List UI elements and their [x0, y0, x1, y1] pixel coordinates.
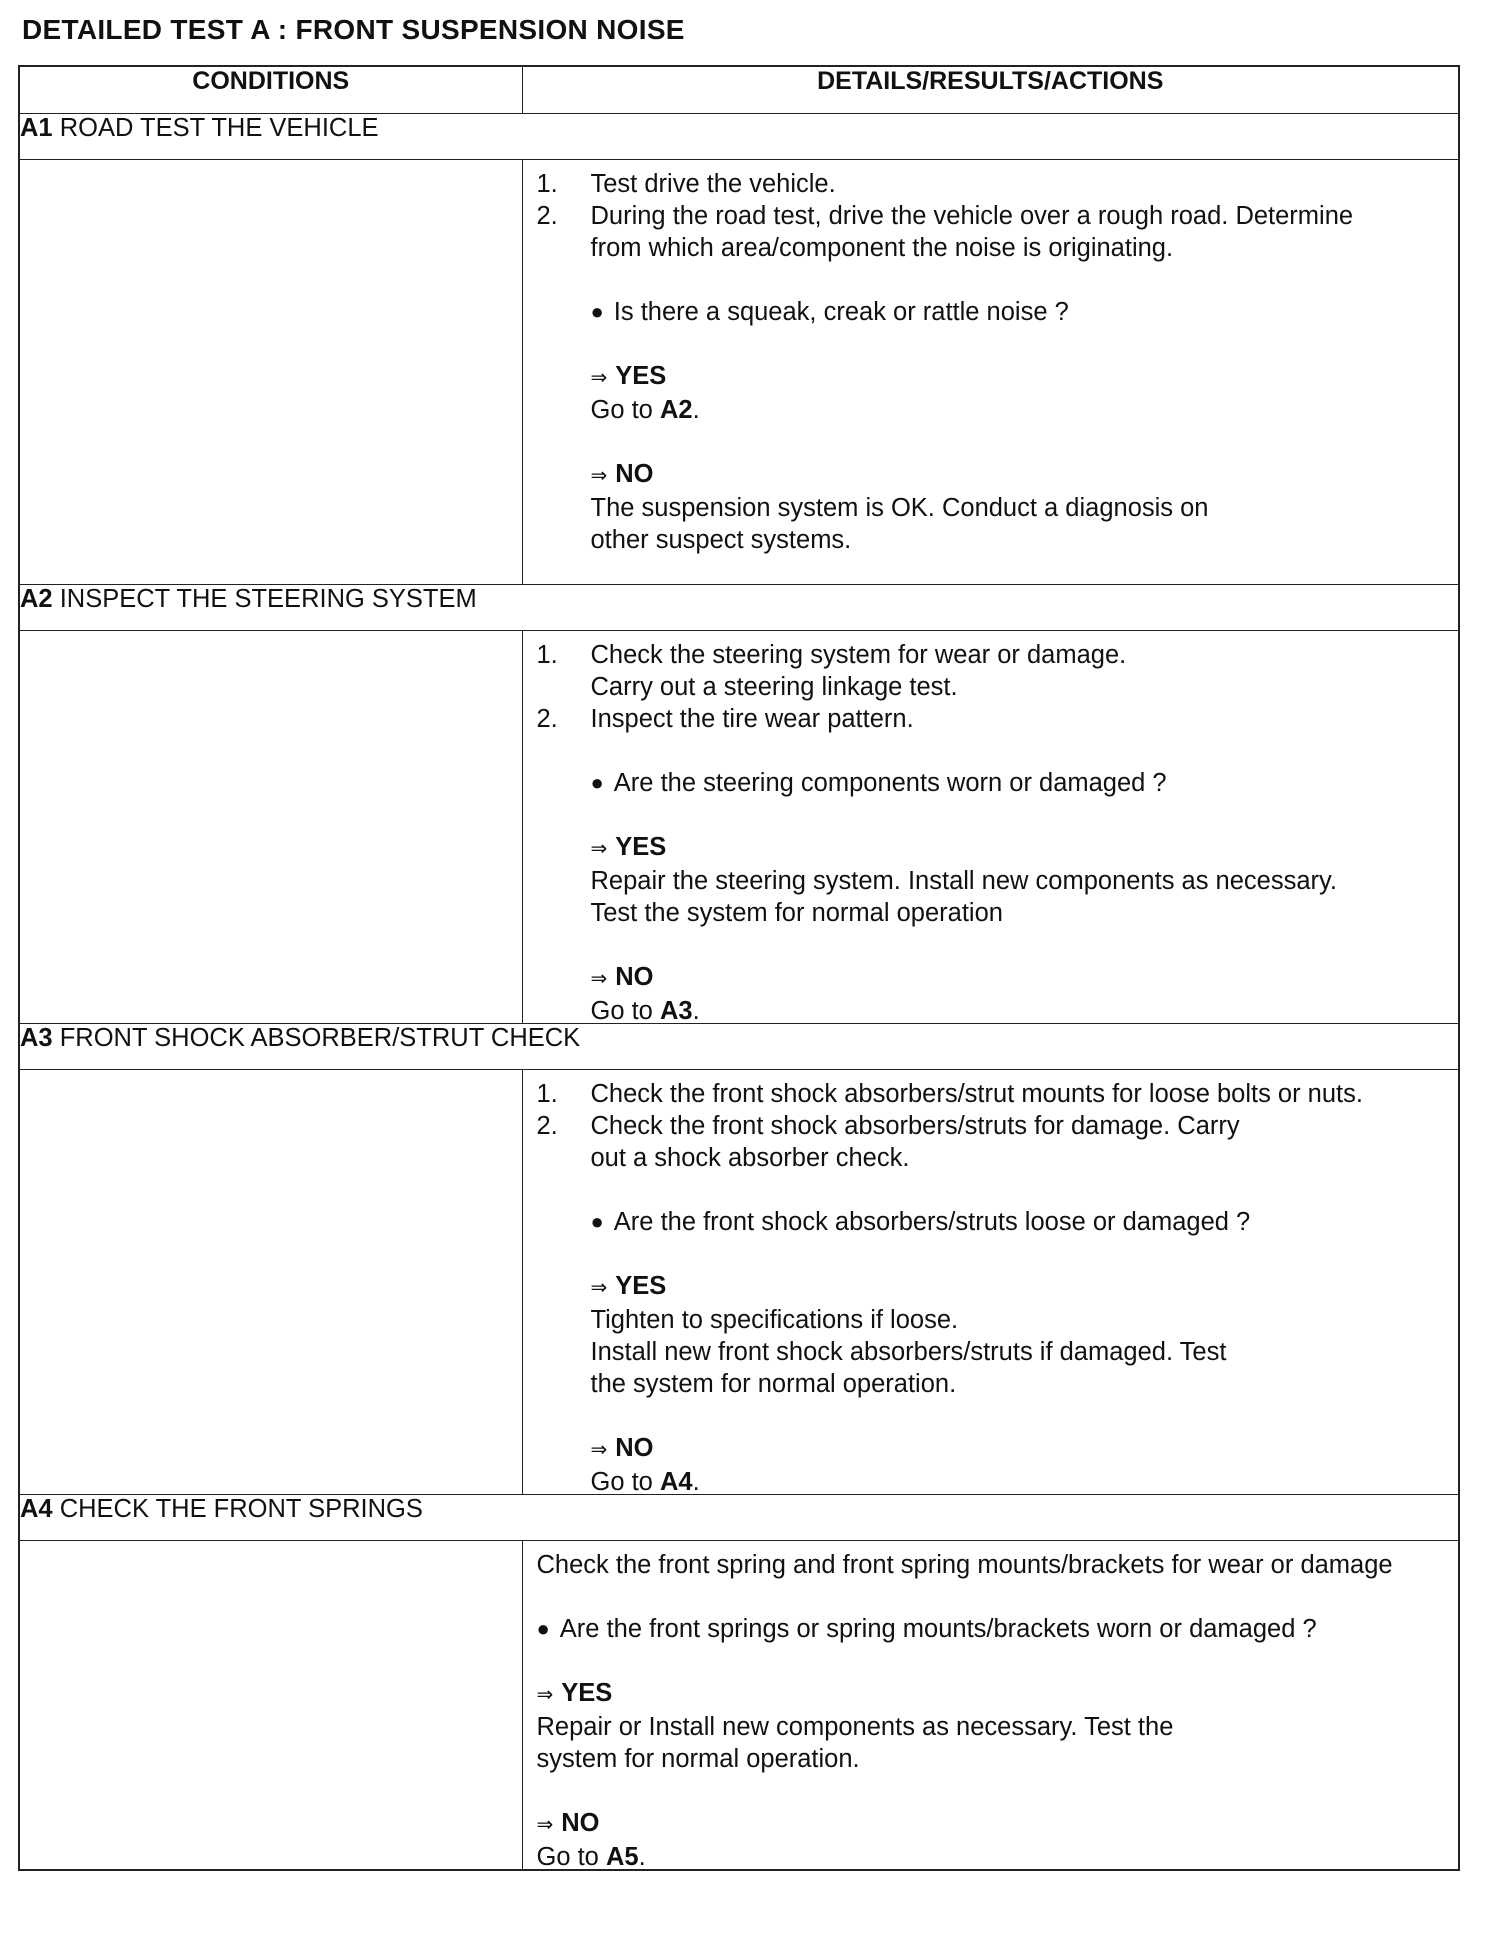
list-text: Carry out a steering linkage test.: [590, 673, 958, 701]
step-a3-header-row: [19, 1024, 1459, 1070]
no-branch: [537, 1807, 1445, 1873]
question: [537, 1613, 1445, 1645]
question: [537, 767, 1445, 799]
yes-label: YES: [561, 1679, 613, 1707]
step-a2-conditions-cell: [19, 631, 522, 1024]
yes-text: Repair or Install new components as necessary. Test the: [536, 1713, 1174, 1741]
page-title: DETAILED TEST A : FRONT SUSPENSION NOISE: [22, 14, 685, 45]
goto-suffix: .: [692, 396, 700, 424]
question-text: Are the steering components worn or damaged ?: [613, 769, 1167, 797]
yes-branch: [537, 1270, 1445, 1400]
arrow-icon: ⇒: [536, 1684, 554, 1706]
step-a4-header-row: [19, 1495, 1459, 1541]
list-item: [537, 1078, 1445, 1110]
step-a1-header-row: [19, 114, 1459, 160]
step-a2-header-row: [19, 585, 1459, 631]
step-code: A2: [20, 585, 53, 613]
step-a2-body-row: [19, 631, 1459, 1024]
step-a4-details-cell: [522, 1541, 1459, 1871]
no-label: NO: [615, 460, 654, 488]
list-text: During the road test, drive the vehicle over a rough road. Determine: [590, 202, 1354, 230]
bullet-icon: ●: [590, 299, 604, 324]
no-text: Go to: [590, 1468, 660, 1496]
goto-step-link[interactable]: A2: [659, 396, 693, 424]
step-a3-heading: [19, 1024, 1459, 1070]
list-text: Check the steering system for wear or damage.: [590, 641, 1127, 669]
list-item: [537, 200, 1445, 264]
diagnostic-table: [18, 65, 1460, 1871]
step-a3-body-row: [19, 1070, 1459, 1495]
step-a1-details-cell: [522, 160, 1459, 585]
step-a3-conditions-cell: [19, 1070, 522, 1495]
question-text: Is there a squeak, creak or rattle noise ?: [613, 298, 1069, 326]
step-code: A4: [20, 1495, 53, 1523]
goto-step-link[interactable]: A4: [659, 1468, 693, 1496]
arrow-icon: ⇒: [590, 1439, 608, 1461]
yes-text: Test the system for normal operation: [590, 899, 1003, 927]
question-text: Are the front shock absorbers/struts loose or damaged ?: [613, 1208, 1251, 1236]
no-label: NO: [561, 1809, 600, 1837]
list-text: Test drive the vehicle.: [590, 170, 836, 198]
header-row: [19, 66, 1459, 114]
step-a2-details-cell: [522, 631, 1459, 1024]
list-number: 1.: [536, 641, 558, 669]
list-number: 1.: [536, 170, 558, 198]
list-item: [537, 1110, 1445, 1174]
step-a2-heading: [19, 585, 1459, 631]
list-number: 2.: [536, 705, 558, 733]
arrow-icon: ⇒: [536, 1814, 554, 1836]
yes-text: system for normal operation.: [536, 1745, 860, 1773]
no-branch: [537, 1432, 1445, 1498]
step-title: ROAD TEST THE VEHICLE: [59, 114, 379, 142]
list-number: 2.: [536, 202, 558, 230]
arrow-icon: ⇒: [590, 838, 608, 860]
yes-text: Go to: [590, 396, 660, 424]
step-a1-heading: [19, 114, 1459, 160]
step-title: INSPECT THE STEERING SYSTEM: [59, 585, 477, 613]
goto-step-link[interactable]: A5: [605, 1843, 639, 1871]
goto-suffix: .: [692, 997, 700, 1025]
no-text: Go to: [536, 1843, 606, 1871]
step-code: A1: [20, 114, 53, 142]
list-number: 2.: [536, 1112, 558, 1140]
yes-label: YES: [615, 362, 667, 390]
step-a1-body-row: [19, 160, 1459, 585]
list-number: 1.: [536, 1080, 558, 1108]
step-a4-heading: [19, 1495, 1459, 1541]
yes-text: Install new front shock absorbers/struts if damaged. Test: [590, 1338, 1227, 1366]
yes-branch: [537, 360, 1445, 426]
question: [537, 296, 1445, 328]
goto-step-link[interactable]: A3: [659, 997, 693, 1025]
step-a4-conditions-cell: [19, 1541, 522, 1871]
goto-suffix: .: [638, 1843, 646, 1871]
yes-text: the system for normal operation.: [590, 1370, 957, 1398]
step-title: FRONT SHOCK ABSORBER/STRUT CHECK: [59, 1024, 581, 1052]
bullet-icon: ●: [590, 1209, 604, 1234]
intro-text: Check the front spring and front spring mounts/brackets for wear or damage: [536, 1551, 1393, 1579]
arrow-icon: ⇒: [590, 465, 608, 487]
question-text: Are the front springs or spring mounts/brackets worn or damaged ?: [559, 1615, 1317, 1643]
no-branch: [537, 458, 1445, 556]
step-title: CHECK THE FRONT SPRINGS: [59, 1495, 423, 1523]
details-header: DETAILS/RESULTS/ACTIONS: [522, 66, 1459, 114]
list-text: out a shock absorber check.: [590, 1144, 910, 1172]
yes-label: YES: [615, 833, 667, 861]
bullet-icon: ●: [590, 770, 604, 795]
list-text: Check the front shock absorbers/struts for damage. Carry: [590, 1112, 1240, 1140]
no-text: other suspect systems.: [590, 526, 852, 554]
list-text: Inspect the tire wear pattern.: [590, 705, 914, 733]
list-item: [537, 168, 1445, 200]
no-text: The suspension system is OK. Conduct a diagnosis on: [590, 494, 1209, 522]
arrow-icon: ⇒: [590, 367, 608, 389]
conditions-header: CONDITIONS: [19, 66, 522, 114]
yes-text: Tighten to specifications if loose.: [590, 1306, 959, 1334]
no-branch: [537, 961, 1445, 1027]
arrow-icon: ⇒: [590, 1277, 608, 1299]
no-label: NO: [615, 963, 654, 991]
list-item: [537, 703, 1445, 735]
list-text: from which area/component the noise is originating.: [590, 234, 1174, 262]
step-code: A3: [20, 1024, 53, 1052]
goto-suffix: .: [692, 1468, 700, 1496]
list-text: Check the front shock absorbers/strut mounts for loose bolts or nuts.: [590, 1080, 1363, 1108]
bullet-icon: ●: [536, 1616, 550, 1641]
arrow-icon: ⇒: [590, 968, 608, 990]
list-item: [537, 639, 1445, 703]
no-text: Go to: [590, 997, 660, 1025]
step-a1-conditions-cell: [19, 160, 522, 585]
step-a3-details-cell: [522, 1070, 1459, 1495]
yes-label: YES: [615, 1272, 667, 1300]
yes-text: Repair the steering system. Install new components as necessary.: [590, 867, 1337, 895]
yes-branch: [537, 831, 1445, 929]
yes-branch: [537, 1677, 1445, 1775]
step-a4-body-row: [19, 1541, 1459, 1871]
question: [537, 1206, 1445, 1238]
no-label: NO: [615, 1434, 654, 1462]
